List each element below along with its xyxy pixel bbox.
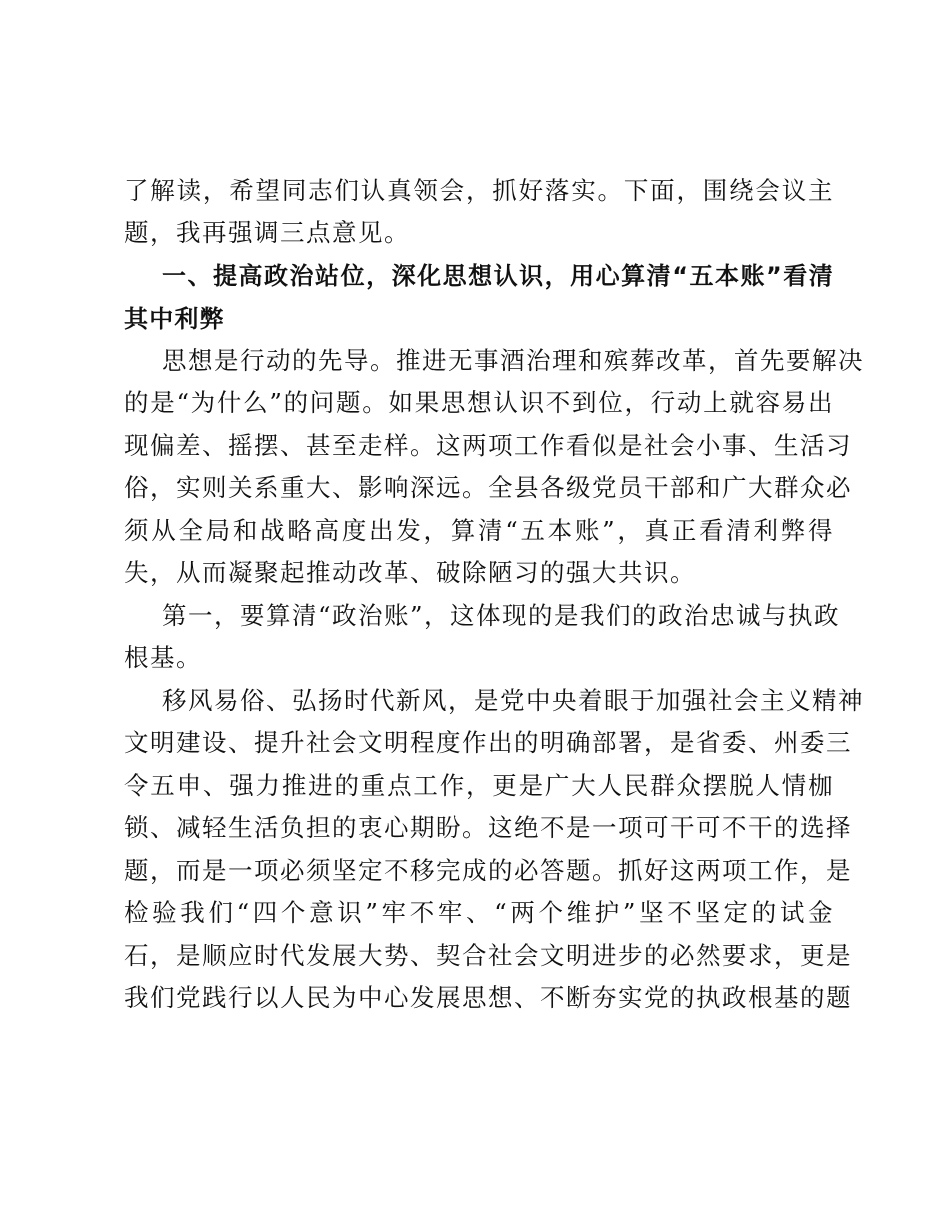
body-line: 了解读，希望同志们认真领会，抓好落实。下面，围绕会议主: [124, 176, 834, 205]
body-line: 的是“为什么”的问题。如果思想认识不到位，行动上就容易出: [124, 388, 834, 417]
body-line: 须从全局和战略高度出发，算清“五本账”，真正看清利弊得: [124, 516, 834, 545]
body-line: 思想是行动的先导。推进无事酒治理和殡葬改革，首先要解决: [162, 346, 864, 375]
body-line: 令五申、强力推进的重点工作，更是广大人民群众摆脱人情枷: [124, 771, 834, 800]
body-line: 现偏差、摇摆、甚至走样。这两项工作看似是社会小事、生活习: [124, 431, 852, 460]
body-line: 文明建设、提升社会文明程度作出的明确部署，是省委、州委三: [124, 728, 852, 757]
body-line: 石，是顺应时代发展大势、契合社会文明进步的必然要求，更是: [124, 941, 852, 970]
body-line: 移风易俗、弘扬时代新风，是党中央着眼于加强社会主义精神: [162, 686, 864, 715]
body-line: 我们党践行以人民为中心发展思想、不断夯实党的执政根基的题: [124, 983, 852, 1012]
body-line: 题，我再强调三点意见。: [124, 218, 410, 247]
section-heading-line: 一、提高政治站位，深化思想认识，用心算清“五本账”看清: [162, 262, 834, 290]
body-line: 检验我们“四个意识”牢不牢、“两个维护”坚不坚定的试金: [124, 898, 834, 927]
body-line: 第一，要算清“政治账”，这体现的是我们的政治忠诚与执政: [162, 601, 841, 630]
body-line: 失，从而凝聚起推动改革、破除陋习的强大共识。: [124, 558, 696, 587]
body-line: 题，而是一项必须坚定不移完成的必答题。抓好这两项工作，是: [124, 856, 852, 885]
section-heading-line: 其中利弊: [124, 305, 225, 333]
body-line: 俗，实则关系重大、影响深远。全县各级党员干部和广大群众必: [124, 473, 852, 502]
body-line: 根基。: [124, 643, 202, 672]
body-line: 锁、减轻生活负担的衷心期盼。这绝不是一项可干可不干的选择: [124, 813, 852, 842]
